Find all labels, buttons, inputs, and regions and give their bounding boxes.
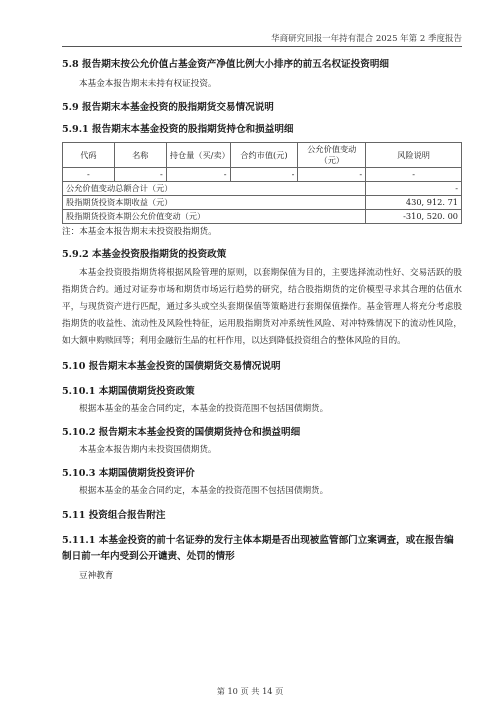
col-header: 公允价值变动（元） xyxy=(298,143,366,168)
section-5-9-2-text: 本基金投资股指期货将根据风险管理的原则，以套期保值为目的，主要选择流动性好、交易活跃的股指期货合约。通过对证券市场和期货市场运行趋势的研究，结合股指期货的定价模型寻求其合理的估值水平，与现货资产进行匹配，通过多头或空头套期保值等策略进行套期保值操作。基金管理人将充分考虑股指期货的收益性、流动性及风险性特征，运用股指期货对冲系统性风险、对冲特殊情况下的流动性风险，如大额申购赎回等；利用金融衍生品的杠杆作用，以达到降低投资组合的整体风险的目的。 xyxy=(62,268,462,346)
summary-value: 430, 912. 71 xyxy=(366,196,462,210)
futures-table xyxy=(62,142,462,224)
running-header: 华商研究回报一年持有混合 2025 年第 2 季度报告 xyxy=(271,34,462,44)
table-row xyxy=(63,168,462,182)
table-summary-row xyxy=(63,182,462,196)
section-5-10-heading: 5.10 报告期末本基金投资的国债期货交易情况说明 xyxy=(62,361,281,372)
section-5-10-1-heading: 5.10.1 本期国债期货投资政策 xyxy=(62,386,195,397)
section-5-10-3-text: 根据本基金的基金合同约定，本基金的投资范围不包括国债期货。 xyxy=(79,486,329,496)
section-5-10-2-heading: 5.10.2 报告期末本基金投资的国债期货持仓和损益明细 xyxy=(62,427,301,438)
col-header: 持仓量（买/卖） xyxy=(166,143,230,168)
table-cell: - xyxy=(166,168,230,182)
section-5-10-2-text: 本基金本报告期内未投资国债期货。 xyxy=(79,445,217,455)
col-header: 名称 xyxy=(114,143,166,168)
col-header: 合约市值(元) xyxy=(230,143,298,168)
section-5-9-heading: 5.9 报告期末本基金投资的股指期货交易情况说明 xyxy=(62,102,274,113)
table-summary-row xyxy=(63,196,462,210)
summary-label: 股指期货投资本期公允价值变动（元） xyxy=(63,210,366,224)
table-cell: - xyxy=(230,168,298,182)
header-rule xyxy=(62,46,462,47)
section-5-8-heading: 5.8 报告期末按公允价值占基金资产净值比例大小排序的前五名权证投资明细 xyxy=(62,59,390,70)
section-5-8-text: 本基金本报告期末未持有权证投资。 xyxy=(79,79,217,89)
section-5-9-1-heading: 5.9.1 报告期末本基金投资的股指期货持仓和损益明细 xyxy=(62,124,294,135)
section-5-11-1-text: 豆神教育 xyxy=(79,571,114,581)
col-header: 代码 xyxy=(63,143,115,168)
table-header-row xyxy=(63,143,462,168)
section-5-9-2-heading: 5.9.2 本基金投资股指期货的投资政策 xyxy=(62,249,227,260)
col-header: 风险说明 xyxy=(366,143,462,168)
section-5-11-heading: 5.11 投资组合报告附注 xyxy=(62,510,166,521)
table-cell: - xyxy=(63,168,115,182)
table-summary-row xyxy=(63,210,462,224)
summary-label: 公允价值变动总额合计（元） xyxy=(63,182,366,196)
table-cell: - xyxy=(114,168,166,182)
table-cell: - xyxy=(298,168,366,182)
summary-label: 股指期货投资本期收益（元） xyxy=(63,196,366,210)
summary-value: - xyxy=(366,182,462,196)
section-5-10-1-text: 根据本基金的基金合同约定，本基金的投资范围不包括国债期货。 xyxy=(79,404,329,414)
table-cell: - xyxy=(366,168,462,182)
summary-value: -310, 520. 00 xyxy=(366,210,462,224)
page-number: 第 10 页 共 14 页 xyxy=(216,686,284,696)
section-5-10-3-heading: 5.10.3 本期国债期货投资评价 xyxy=(62,468,195,479)
table-note: 注：本基金本报告期末未投资股指期货。 xyxy=(62,227,217,237)
page-content xyxy=(62,58,462,585)
section-5-11-1-heading: 5.11.1 本基金投资的前十名证券的发行主体本期是否出现被监管部门立案调查，或在报告编制日前一年内受到公开谴责、处罚的情形 xyxy=(62,535,454,562)
